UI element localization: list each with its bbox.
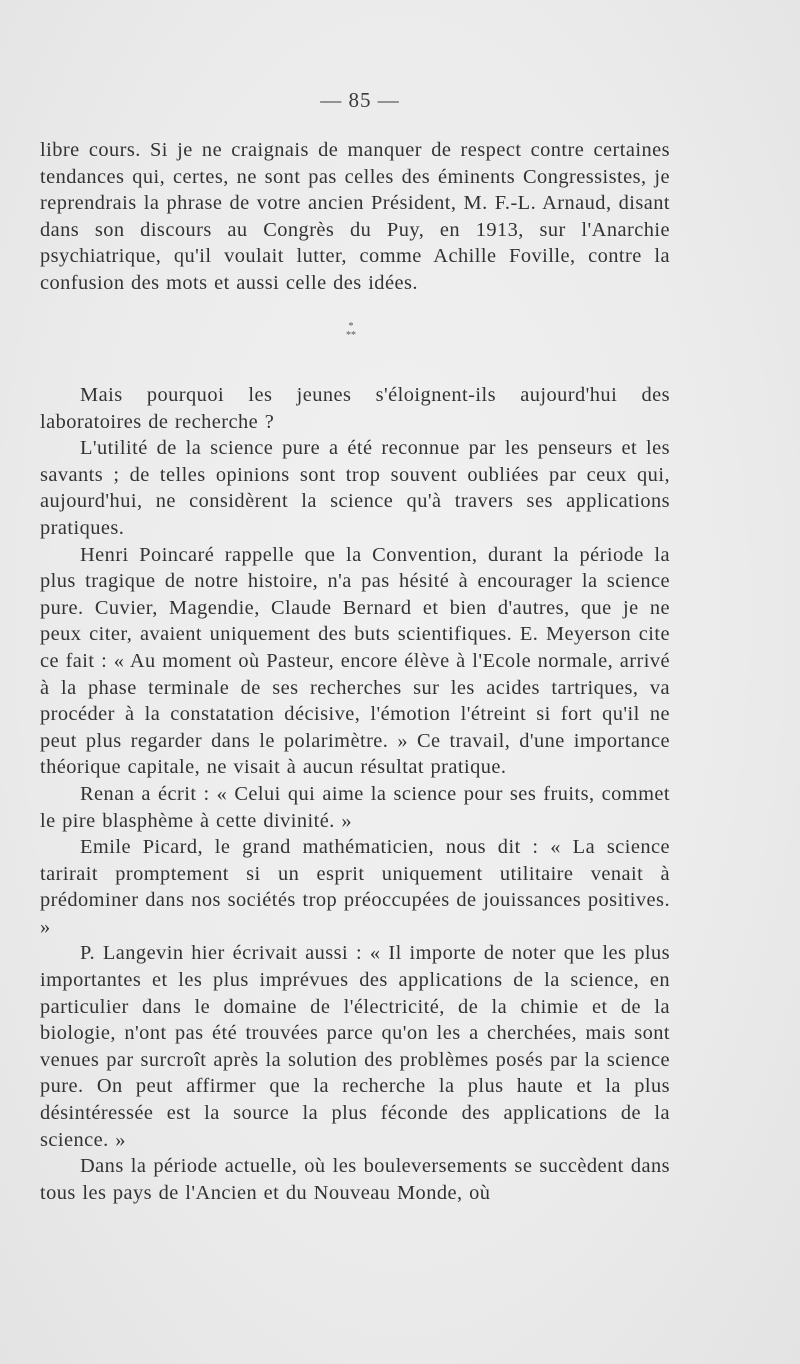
paragraph: Henri Poincaré rappelle que la Convention, durant la période la plus tragique de notre histoire, n'a pas hésité à encourager la science pure. Cuvier, Magendie, Claude Bernard et bien d'autres, que je ne peux citer, avaient uniquement des buts scientifiques. E. Meyerson cite ce fait : « Au moment où Pasteur, encore élève à l'Ecole normale, arrivé à la phase terminale de ses recherches sur les acides tartriques, va procéder à la constatation décisive, l'émotion l'étreint si fort qu'il ne peut plus regarder dans le polarimètre. » Ce travail, d'une importance théorique capitale, ne visait à aucun résultat pratique. [40, 543, 670, 779]
paragraph: Dans la période actuelle, où les bouleversements se succèdent dans tous les pays de l'Ancien et du Nouveau Monde, où [40, 1155, 670, 1204]
paragraph: Emile Picard, le grand mathématicien, nous dit : « La science tarirait promptement si un esprit uniquement utilitaire venait à prédominer dans nos sociétés trop préoccupées de jouissances positives. » [40, 836, 670, 938]
paragraph: P. Langevin hier écrivait aussi : « Il importe de noter que les plus importantes et les plus imprévues des applications de la science, en particulier dans le domaine de l'électricité, de la chimie et de la biologie, n'ont pas été trouvées parce qu'on les a cherchées, mais sont venues par surcroît après la solution des problèmes posés par la science pure. On peut affirmer que la recherche la plus haute et la plus désintéressée est la source la plus féconde des applications de la science. » [40, 942, 670, 1151]
asterism-top-star: * [348, 321, 354, 332]
asterism-separator [336, 322, 366, 348]
page-number: — 85 — [320, 88, 400, 112]
asterism-bottom-stars: ** [346, 330, 356, 341]
paragraph: Renan a écrit : « Celui qui aime la science pour ses fruits, commet le pire blasphème à cette divinité. » [40, 782, 670, 832]
paragraph: Mais pourquoi les jeunes s'éloignent-ils aujourd'hui des laboratoires de recherche ? [40, 384, 670, 433]
text-block-top [40, 137, 670, 297]
text-block-bottom [40, 382, 670, 1206]
paragraph: libre cours. Si je ne craignais de manquer de respect contre certaines tendances qui, certes, ne sont pas celles des éminents Congressistes, je reprendrais la phrase de votre ancien Président, M. F.-L. Arnaud, disant dans son discours au Congrès du Puy, en 1913, sur l'Anarchie psychiatrique, qu'il voulait lutter, comme Achille Foville, contre la confusion des mots et aussi celle des idées. [40, 139, 670, 294]
paragraph: L'utilité de la science pure a été reconnue par les penseurs et les savants ; de telles opinions sont trop souvent oubliées par ceux qui, aujourd'hui, ne considèrent la science qu'à travers ses applications pratiques. [40, 437, 670, 539]
